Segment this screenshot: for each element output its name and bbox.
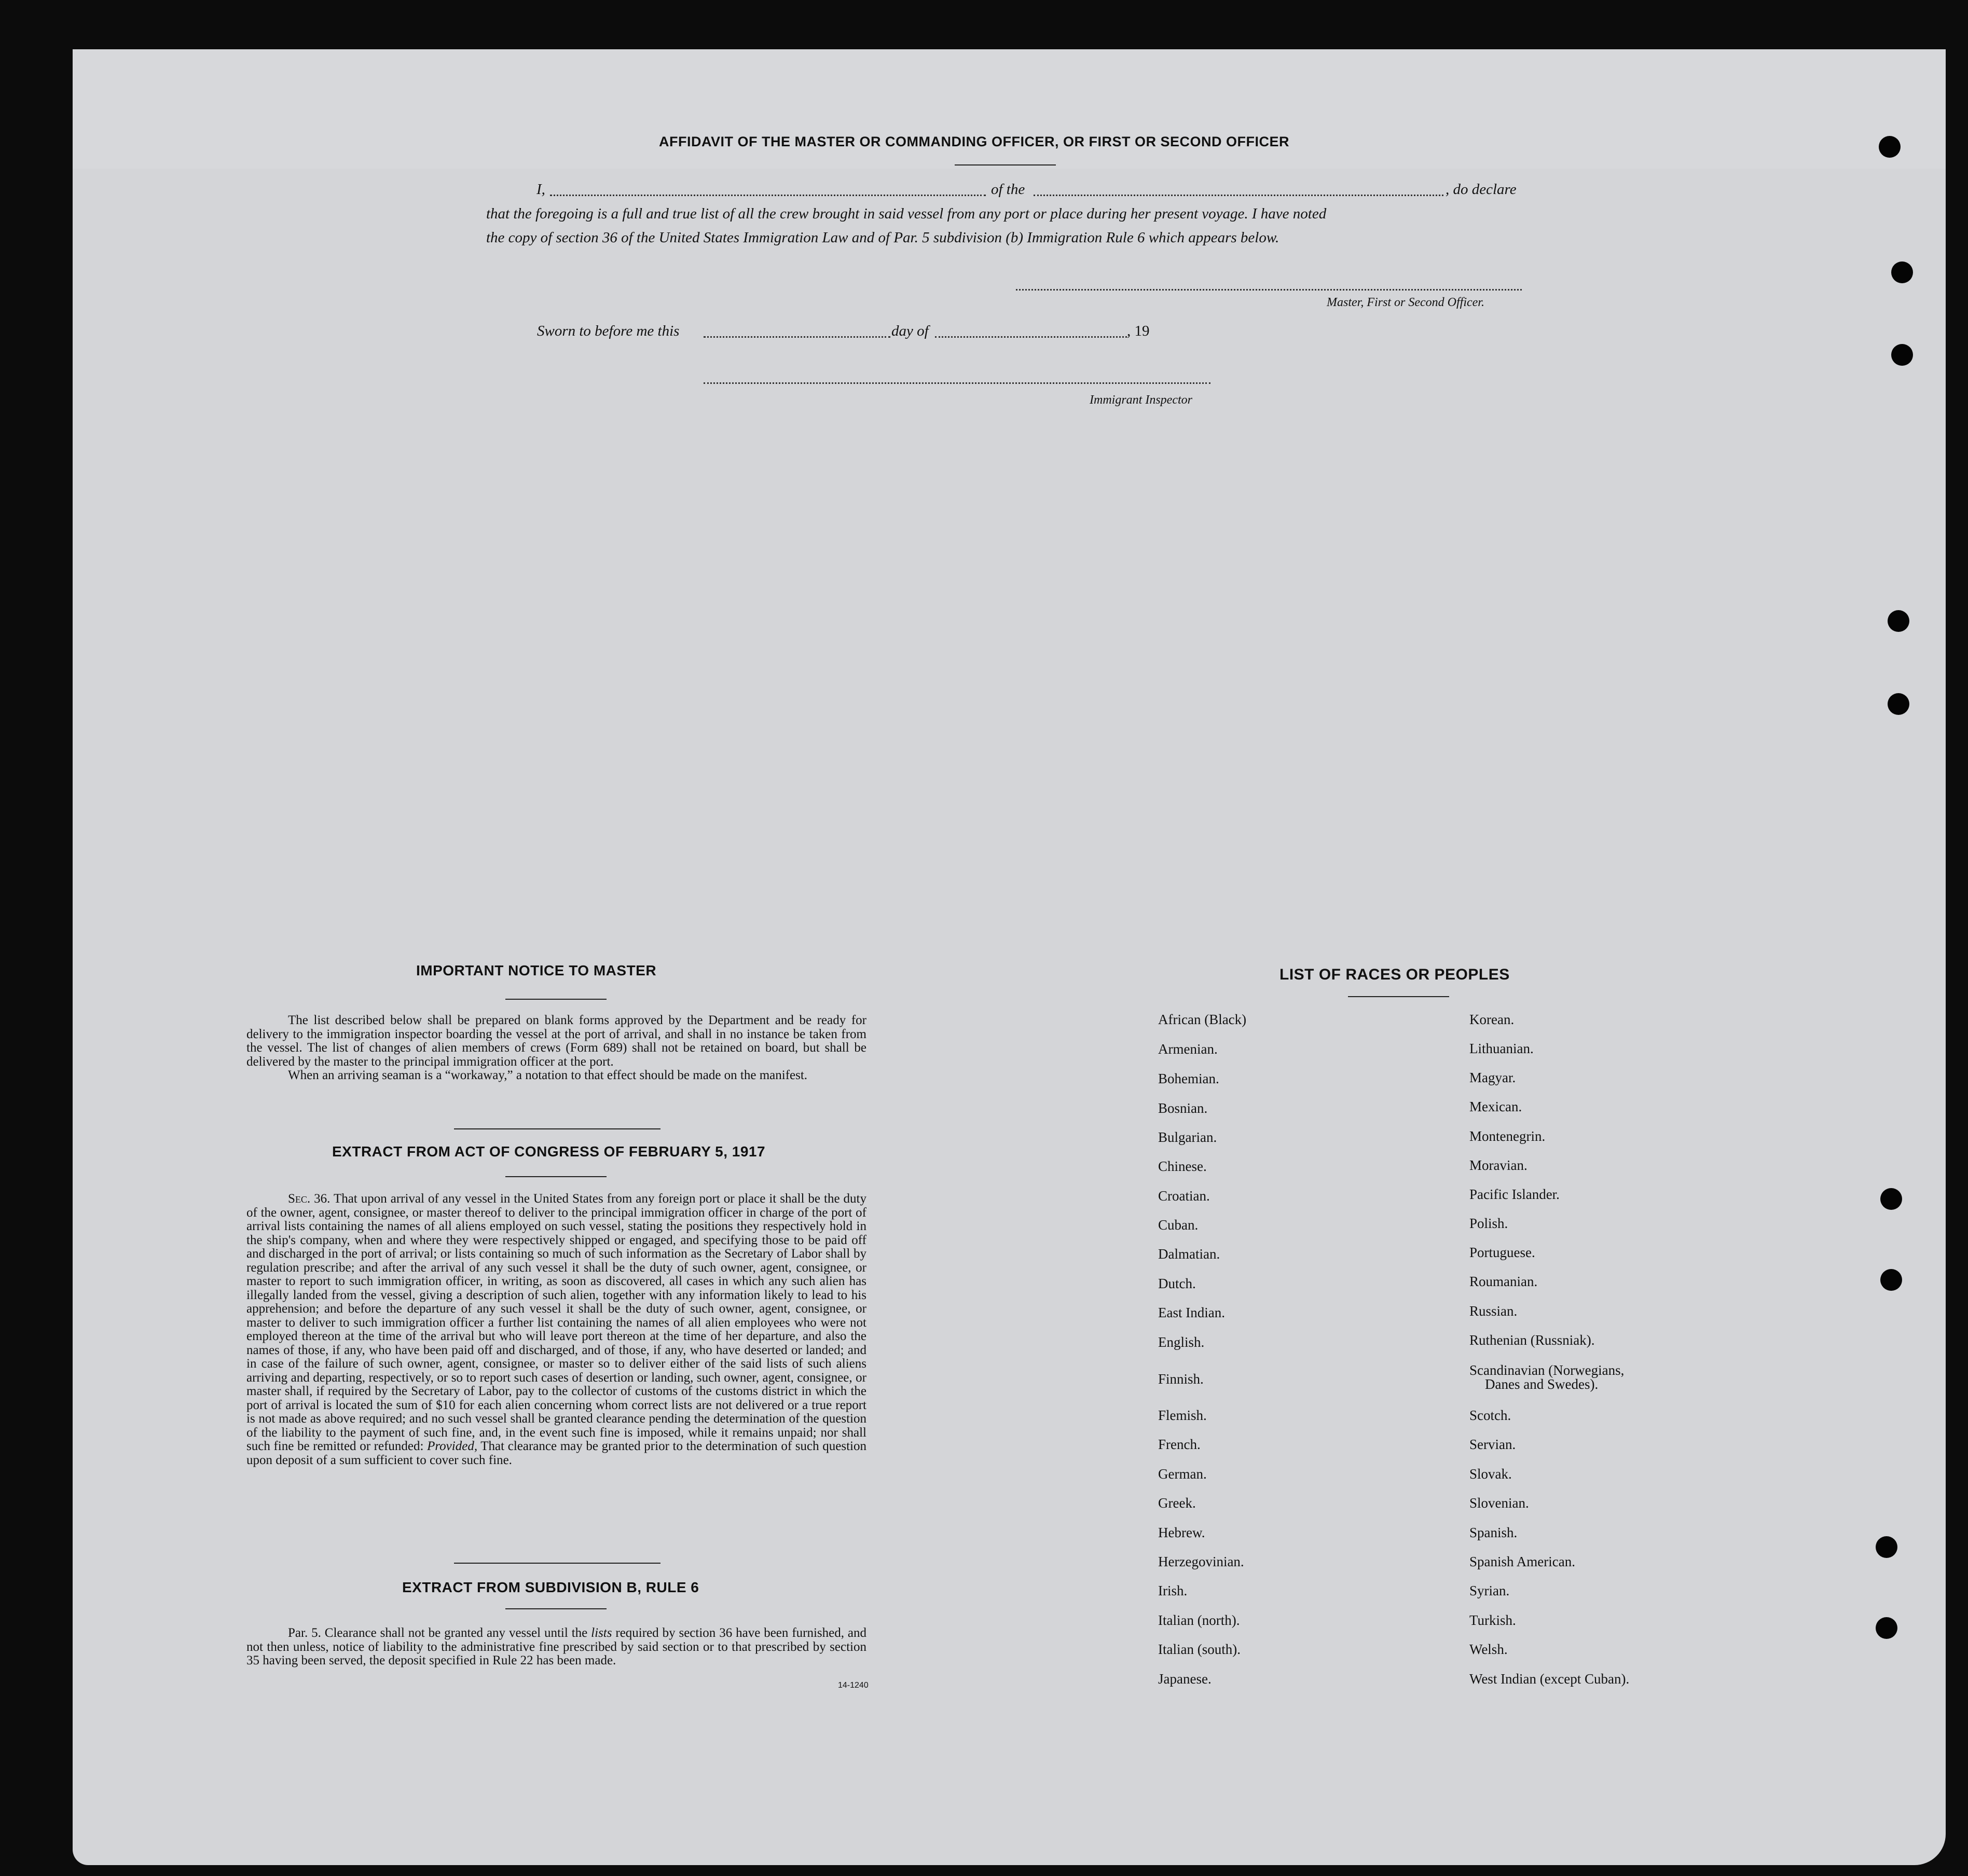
race-entry-right: Montenegrin. <box>1469 1128 1546 1144</box>
race-entry-right: Roumanian. <box>1469 1274 1538 1289</box>
race-entry-left: Hebrew. <box>1158 1525 1205 1540</box>
race-entry-left: African (Black) <box>1158 1012 1247 1027</box>
form-page <box>73 49 1946 1865</box>
affidavit-line1-end: , do declare <box>1446 181 1517 198</box>
rule-text-end: required by section 36 have been furnished, and not then unless, notice of liability to the administrative fine prescribed by said section or to that prescribed by section 35 having been served, the deposit specified in Rule 22 has been made. <box>246 1626 866 1667</box>
extract-rule-body <box>246 1626 866 1668</box>
binder-hole <box>1876 1536 1897 1558</box>
notice-title: IMPORTANT NOTICE TO MASTER <box>416 962 657 978</box>
race-entry-left: Bosnian. <box>1158 1100 1208 1116</box>
notice-para1: The list described below shall be prepared on blank forms approved by the Department and be ready for delivery to the immigration inspector boarding the vessel at the port of arrival, and shall in no instance be taken from the vessel. The list of changes of alien members of crews (Form 689) shall not be retained on board, but shall be delivered by the master to the principal immigration officer at the port. <box>246 1013 866 1069</box>
race-entry-left: Finnish. <box>1158 1371 1204 1387</box>
race-entry-left: Bohemian. <box>1158 1071 1219 1086</box>
race-entry-right: Polish. <box>1469 1216 1508 1231</box>
race-entry-left: Dutch. <box>1158 1276 1196 1291</box>
extract-rule-rule <box>505 1608 607 1609</box>
act-text: 36. That upon arrival of any vessel in the United States from any foreign port or place it shall be the duty of the owner, agent, consignee, or master thereof to deliver to the principal immigration officer in charge of the port of arrival lists containing the names of all aliens employed on such vessel, stating the positions they respectively hold in the ship's company, when and where they were respectively shipped or engaged, and specifying those to be paid off and discharged in the port of arrival; or lists containing so much of such information as the Secretary of Labor shall by regulation prescribe; and after the arrival of any such vessel it shall be the duty of such owner, agent, consignee, or master to report to such immigration officer, in writing, as soon as discovered, all cases in which any such alien has illegally landed from the vessel, giving a description of such alien, together with any information likely to lead to his apprehension; and before the departure of any such vessel it shall be the duty of such owner, agent, consignee, or master to deliver to such immigration officer a further list containing the names of all alien employees who were not employed thereon at the time of the arrival but who will leave port thereon at the time of her departure, and also the names of those, if any, who have been paid off and discharged, and of those, if any, who have deserted or landed; and in case of the failure of such owner, agent, consignee, or master so to deliver either of the said lists of such aliens arriving and departing, respectively, or so to report such cases of desertion or landing, such owner, agent, consignee, or master shall, if required by the Secretary of Labor, pay to the collector of customs of the customs district in which the port of arrival is located the sum of $10 for each alien concerning whom correct lists are not delivered or a true report is not made as above required; and no such vessel shall be granted clearance pending the determination of the question of the liability to the payment of such fine, and, in the event such fine is imposed, while it remains unpaid; nor shall such fine be remitted or refunded: <box>246 1192 866 1453</box>
section-rule <box>454 1128 660 1129</box>
sworn-month-blank[interactable] <box>935 336 1127 338</box>
race-entry-right: Moravian. <box>1469 1157 1527 1173</box>
binder-hole <box>1888 610 1909 632</box>
sworn-day-blank[interactable] <box>704 336 890 338</box>
race-entry-right: Welsh. <box>1469 1641 1508 1657</box>
race-entry-left: Cuban. <box>1158 1217 1199 1233</box>
race-entry-right: Slovak. <box>1469 1466 1512 1482</box>
race-entry-left: Armenian. <box>1158 1041 1218 1057</box>
race-entry-left: Croatian. <box>1158 1188 1210 1204</box>
act-text-end: That clearance may be granted prior to the determination of such question upon deposit of a sum sufficient to cover such fine. <box>246 1439 866 1467</box>
name-blank[interactable] <box>550 195 986 196</box>
vessel-blank[interactable] <box>1034 195 1443 196</box>
affidavit-line2: that the foregoing is a full and true list of all the crew brought in said vessel from any port or place during her present voyage. I have noted <box>486 205 1327 222</box>
binder-hole <box>1888 693 1909 715</box>
affidavit-line3: the copy of section 36 of the United States Immigration Law and of Par. 5 subdivision (b) Immigration Rule 6 which appears below. <box>486 229 1279 246</box>
inspector-signature-line[interactable] <box>704 382 1210 384</box>
race-entry-left: Bulgarian. <box>1158 1129 1217 1145</box>
extract-act-body <box>246 1192 866 1467</box>
lists-word: lists <box>591 1626 612 1640</box>
sworn-end: , 19 <box>1127 323 1150 339</box>
race-entry-right: Mexican. <box>1469 1099 1522 1114</box>
race-entry-left: Herzegovinian. <box>1158 1554 1244 1569</box>
top-strip <box>73 49 1946 169</box>
race-entry-left: Italian (north). <box>1158 1612 1240 1628</box>
race-entry-right: Spanish. <box>1469 1525 1518 1540</box>
notice-rule <box>505 999 607 1000</box>
race-entry-left: French. <box>1158 1437 1201 1452</box>
race-entry-right: Spanish American. <box>1469 1554 1575 1569</box>
master-signature-line[interactable] <box>1016 289 1522 291</box>
race-entry-left: English. <box>1158 1334 1205 1350</box>
race-entry-left: East Indian. <box>1158 1305 1225 1320</box>
binder-hole <box>1879 136 1901 158</box>
race-entry-right: Slovenian. <box>1469 1495 1529 1511</box>
notice-para2: When an arriving seaman is a “workaway,” a notation to that effect should be made on the manifest. <box>288 1068 808 1082</box>
binder-hole <box>1880 1188 1902 1210</box>
binder-hole <box>1891 261 1913 283</box>
race-entry-left: Italian (south). <box>1158 1641 1241 1657</box>
race-entry-right: Syrian. <box>1469 1583 1510 1598</box>
race-entry-right: Servian. <box>1469 1437 1516 1452</box>
race-entry-right: Magyar. <box>1469 1070 1516 1085</box>
sworn-mid: day of <box>891 323 929 339</box>
affidavit-title: AFFIDAVIT OF THE MASTER OR COMMANDING OFFICER, OR FIRST OR SECOND OFFICER <box>659 134 1289 149</box>
extract-act-title: EXTRACT FROM ACT OF CONGRESS OF FEBRUARY 5, 1917 <box>332 1143 766 1160</box>
race-entry-right: Russian. <box>1469 1303 1518 1319</box>
title-rule <box>955 164 1056 165</box>
races-rule <box>1348 996 1449 997</box>
races-title: LIST OF RACES OR PEOPLES <box>1279 966 1510 983</box>
extract-act-rule <box>505 1176 607 1177</box>
race-entry-right: Lithuanian. <box>1469 1041 1534 1056</box>
rule-text: Par. 5. Clearance shall not be granted any vessel until the <box>288 1626 591 1640</box>
race-entry-right: Scandinavian (Norwegians, <box>1469 1362 1625 1378</box>
form-number: 14-1240 <box>838 1681 869 1690</box>
binder-hole <box>1891 344 1913 366</box>
binder-hole <box>1876 1617 1897 1639</box>
sworn-start: Sworn to before me this <box>537 323 680 339</box>
race-entry-left: Greek. <box>1158 1495 1196 1511</box>
race-entry-right: Scotch. <box>1469 1408 1511 1423</box>
race-entry-left: Flemish. <box>1158 1408 1207 1423</box>
affidavit-line1-mid: of the <box>991 181 1025 198</box>
extract-rule-title: EXTRACT FROM SUBDIVISION B, RULE 6 <box>402 1579 699 1595</box>
race-entry-right: Pacific Islander. <box>1469 1187 1560 1202</box>
race-entry-right: Ruthenian (Russniak). <box>1469 1332 1595 1348</box>
race-entry-left: Chinese. <box>1158 1158 1207 1174</box>
race-entry-right: Korean. <box>1469 1012 1515 1027</box>
race-entry-right: Portuguese. <box>1469 1245 1535 1260</box>
section-rule <box>454 1563 660 1564</box>
race-entry-left: Dalmatian. <box>1158 1246 1220 1262</box>
race-entry-right: Turkish. <box>1469 1612 1516 1628</box>
master-label: Master, First or Second Officer. <box>1327 296 1484 309</box>
binder-hole <box>1880 1269 1902 1291</box>
sec-label: Sec. <box>288 1192 311 1206</box>
provided-word: Provided, <box>427 1439 478 1453</box>
race-entry-left: Japanese. <box>1158 1671 1212 1687</box>
affidavit-line1-start: I, <box>536 181 545 198</box>
race-entry-left: German. <box>1158 1466 1207 1482</box>
race-entry-right: West Indian (except Cuban). <box>1469 1671 1630 1687</box>
notice-body <box>246 1014 866 1083</box>
race-entry-continuation: Danes and Swedes). <box>1485 1376 1599 1392</box>
race-entry-left: Irish. <box>1158 1583 1188 1598</box>
inspector-label: Immigrant Inspector <box>1090 393 1192 407</box>
